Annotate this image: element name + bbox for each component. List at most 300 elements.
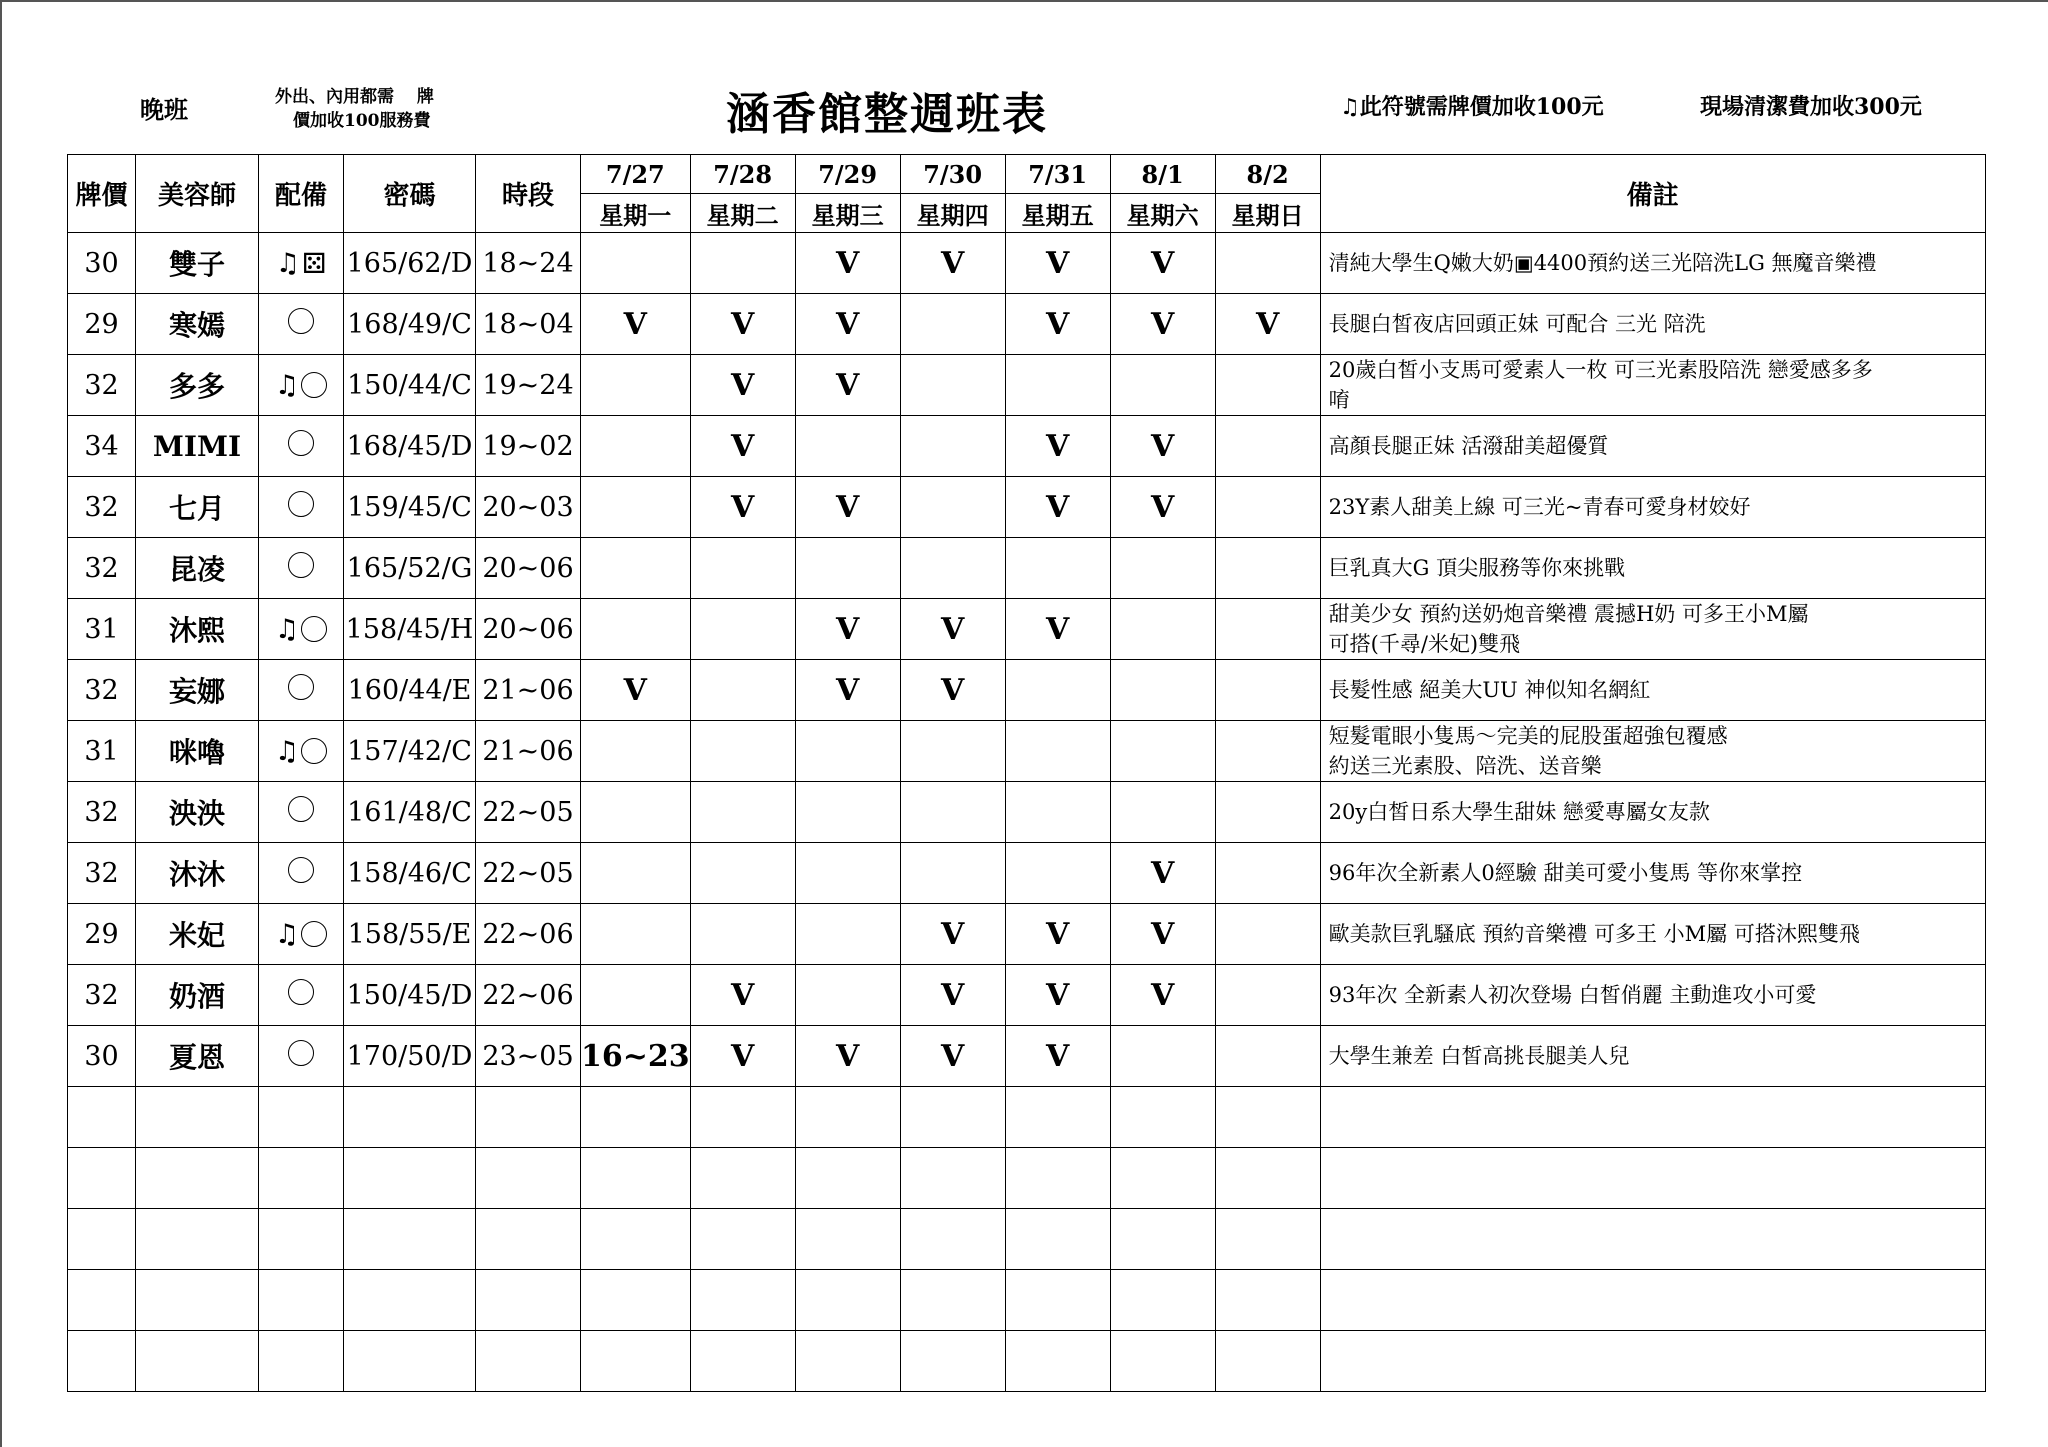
period-cell: 20~06 [476,538,581,599]
remarks-line: 短髮電眼小隻馬～完美的屁股蛋超強包覆感 [1328,724,1728,748]
day-mark-cell: V [795,1026,900,1087]
empty-cell [1005,1209,1110,1270]
empty-cell [1005,1148,1110,1209]
equip-cell [259,538,344,599]
table-row [68,355,1986,416]
day-mark-cell [1110,782,1215,843]
day-mark-cell: V [1005,477,1110,538]
beautician-name: 夏恩 [136,1026,259,1087]
period-cell: 18~24 [476,233,581,294]
remarks-line: 23Y素人甜美上線 可三光~青春可愛身材姣好 [1328,495,1751,519]
col-header-date: 7/30 [900,155,1005,194]
day-mark-cell: V [900,1026,1005,1087]
col-header-date: 7/27 [581,155,691,194]
day-mark-cell [1110,1026,1215,1087]
day-mark-cell: V [1215,294,1320,355]
equip-icons [288,1040,314,1066]
day-mark-cell [690,599,795,660]
empty-cell [344,1148,476,1209]
table-row [68,1026,1986,1087]
day-mark-cell [900,416,1005,477]
equip-icons [288,796,314,822]
price-cell: 31 [68,721,136,782]
col-header-date: 7/31 [1005,155,1110,194]
remarks-cell [1320,416,1985,477]
remarks-line: 高顏長腿正妹 活潑甜美超優質 [1328,434,1609,458]
day-mark-cell [1215,843,1320,904]
remarks-cell [1320,599,1985,660]
empty-cell [1110,1148,1215,1209]
beautician-name: 多多 [136,355,259,416]
empty-cell [581,1087,691,1148]
beautician-name: 昆凌 [136,538,259,599]
equip-icons [275,370,327,401]
empty-cell [795,1270,900,1331]
empty-cell [1215,1270,1320,1331]
equip-cell [259,1026,344,1087]
day-mark-cell [581,721,691,782]
circle-icon [288,308,314,334]
remarks-line: 歐美款巨乳騷底 預約音樂禮 可多王 小M屬 可搭沐熙雙飛 [1328,922,1860,946]
code-cell: 168/45/D [344,416,476,477]
day-mark-cell [690,538,795,599]
period-cell: 23~05 [476,1026,581,1087]
circle-icon [288,674,314,700]
day-mark-cell: V [795,660,900,721]
page-border-top [0,0,2048,2]
remarks-cell [1320,660,1985,721]
day-mark-cell: V [795,233,900,294]
beautician-name: 妄娜 [136,660,259,721]
empty-cell [259,1331,344,1392]
period-cell: 19~02 [476,416,581,477]
table-row [68,904,1986,965]
price-cell: 30 [68,233,136,294]
period-cell: 20~03 [476,477,581,538]
empty-cell [1215,1331,1320,1392]
col-header-date: 8/2 [1215,155,1320,194]
price-cell: 32 [68,965,136,1026]
empty-row [68,1087,1986,1148]
code-cell: 161/48/C [344,782,476,843]
col-header-weekday: 星期二 [690,194,795,233]
code-cell: 165/62/D [344,233,476,294]
empty-cell [1005,1270,1110,1331]
table-row [68,477,1986,538]
day-mark-cell: V [795,477,900,538]
day-mark-cell: 16~23 [581,1026,691,1087]
col-header-weekday: 星期三 [795,194,900,233]
equip-cell [259,904,344,965]
circle-icon [288,430,314,456]
period-cell: 22~05 [476,782,581,843]
remarks-line: 20歲白皙小支馬可愛素人一枚 可三光素股陪洗 戀愛感多多 [1328,358,1873,382]
day-mark-cell: V [690,965,795,1026]
beautician-name: 泱泱 [136,782,259,843]
empty-cell [1215,1148,1320,1209]
day-mark-cell [1215,965,1320,1026]
day-mark-cell [690,721,795,782]
day-mark-cell: V [1005,965,1110,1026]
day-mark-cell [1110,355,1215,416]
code-cell: 158/46/C [344,843,476,904]
day-mark-cell [690,843,795,904]
remarks-line: 可搭(千尋/米妃)雙飛 [1328,632,1521,656]
day-mark-cell [1215,1026,1320,1087]
col-header-equip: 配備 [259,155,344,233]
period-cell: 22~06 [476,965,581,1026]
equip-cell [259,355,344,416]
code-cell: 170/50/D [344,1026,476,1087]
day-mark-cell [1215,904,1320,965]
music-note-icon: ♫ [274,369,300,401]
col-header-weekday: 星期六 [1110,194,1215,233]
day-mark-cell [795,721,900,782]
day-mark-cell [795,538,900,599]
empty-cell [1215,1087,1320,1148]
price-cell: 32 [68,477,136,538]
price-cell: 32 [68,782,136,843]
day-mark-cell [1215,233,1320,294]
period-cell: 18~04 [476,294,581,355]
remarks-cell [1320,965,1985,1026]
period-cell: 20~06 [476,599,581,660]
empty-cell [476,1087,581,1148]
day-mark-cell [1110,538,1215,599]
beautician-name: 奶酒 [136,965,259,1026]
empty-cell [581,1331,691,1392]
day-mark-cell: V [1005,233,1110,294]
circle-icon [288,857,314,883]
price-cell: 32 [68,843,136,904]
empty-cell [344,1087,476,1148]
day-mark-cell: V [1005,416,1110,477]
remarks-line: 大學生兼差 白皙高挑長腿美人兒 [1328,1044,1630,1068]
price-cell: 29 [68,904,136,965]
code-cell: 158/45/H [344,599,476,660]
day-mark-cell [900,843,1005,904]
empty-row [68,1209,1986,1270]
empty-cell [1110,1087,1215,1148]
day-mark-cell [1215,477,1320,538]
remarks-cell [1320,355,1985,416]
empty-cell [581,1209,691,1270]
remarks-cell [1320,294,1985,355]
day-mark-cell: V [900,904,1005,965]
col-header-date: 8/1 [1110,155,1215,194]
circle-icon [288,491,314,517]
remarks-cell [1320,477,1985,538]
remarks-line: 96年次全新素人0經驗 甜美可愛小隻馬 等你來掌控 [1328,861,1803,885]
empty-cell [690,1331,795,1392]
empty-cell [259,1148,344,1209]
empty-cell [581,1148,691,1209]
empty-cell [795,1209,900,1270]
col-header-period: 時段 [476,155,581,233]
day-mark-cell: V [690,477,795,538]
empty-cell [795,1331,900,1392]
service-fee-note-line1: 外出、內用都需 牌 [275,87,434,107]
equip-cell [259,660,344,721]
schedule-body [68,233,1986,1392]
day-mark-cell: V [1110,965,1215,1026]
day-mark-cell [1215,599,1320,660]
day-mark-cell: V [1110,843,1215,904]
table-row [68,660,1986,721]
day-mark-cell [1215,721,1320,782]
empty-cell [1005,1331,1110,1392]
day-mark-cell: V [1005,294,1110,355]
day-mark-cell [795,843,900,904]
code-cell: 157/42/C [344,721,476,782]
empty-cell [68,1148,136,1209]
circle-icon [288,552,314,578]
period-cell: 22~06 [476,904,581,965]
empty-cell [900,1270,1005,1331]
remarks-cell [1320,904,1985,965]
day-mark-cell [690,233,795,294]
beautician-name: 寒嫣 [136,294,259,355]
shift-label: 晚班 [140,95,188,124]
empty-cell [1320,1087,1985,1148]
price-cell: 30 [68,1026,136,1087]
page-border-left [0,0,2,1447]
table-row [68,599,1986,660]
col-header-price: 牌價 [68,155,136,233]
day-mark-cell [1215,416,1320,477]
code-cell: 168/49/C [344,294,476,355]
table-row [68,965,1986,1026]
cleaning-fee-note: 現場清潔費加收300元 [1700,94,1922,120]
col-header-weekday: 星期日 [1215,194,1320,233]
table-row [68,294,1986,355]
equip-cell [259,416,344,477]
day-mark-cell [581,233,691,294]
day-mark-cell [1005,660,1110,721]
empty-cell [581,1270,691,1331]
remarks-line: 20y白皙日系大學生甜妹 戀愛專屬女友款 [1328,800,1710,824]
equip-cell [259,843,344,904]
empty-cell [136,1148,259,1209]
col-header-date: 7/29 [795,155,900,194]
day-mark-cell [1005,355,1110,416]
day-mark-cell: V [1005,599,1110,660]
remarks-cell [1320,782,1985,843]
table-row [68,416,1986,477]
day-mark-cell [581,782,691,843]
col-header-beautician: 美容師 [136,155,259,233]
remarks-cell [1320,233,1985,294]
empty-cell [795,1087,900,1148]
empty-cell [344,1270,476,1331]
day-mark-cell [795,904,900,965]
day-mark-cell: V [1110,294,1215,355]
empty-cell [900,1087,1005,1148]
day-mark-cell [581,477,691,538]
day-mark-cell: V [690,355,795,416]
schedule-table [67,154,1986,1392]
empty-cell [690,1209,795,1270]
equip-cell [259,965,344,1026]
empty-cell [68,1331,136,1392]
equip-icons [275,736,327,767]
empty-cell [68,1270,136,1331]
day-mark-cell [581,904,691,965]
equip-cell [259,477,344,538]
col-header-weekday: 星期五 [1005,194,1110,233]
remarks-line: 甜美少女 預約送奶炮音樂禮 震撼H奶 可多王小M屬 [1328,602,1809,626]
empty-cell [259,1087,344,1148]
code-cell: 159/45/C [344,477,476,538]
day-mark-cell [900,721,1005,782]
circle-icon [288,979,314,1005]
day-mark-cell [1215,782,1320,843]
day-mark-cell [1005,843,1110,904]
empty-cell [1110,1331,1215,1392]
empty-cell [136,1209,259,1270]
equip-icons [288,308,314,334]
day-mark-cell: V [690,416,795,477]
service-fee-note-line2: 價加收100服務費 [293,111,431,131]
col-header-weekday: 星期一 [581,194,691,233]
day-mark-cell [1005,721,1110,782]
remarks-line: 巨乳真大G 頂尖服務等你來挑戰 [1328,556,1626,580]
remarks-cell [1320,843,1985,904]
equip-cell [259,782,344,843]
table-row [68,233,1986,294]
code-cell: 158/55/E [344,904,476,965]
empty-cell [1110,1209,1215,1270]
code-cell: 150/45/D [344,965,476,1026]
empty-cell [68,1087,136,1148]
day-mark-cell: V [690,294,795,355]
beautician-name: 咪嚕 [136,721,259,782]
dice-icon: ⚄ [301,246,327,280]
empty-cell [476,1331,581,1392]
empty-cell [1215,1209,1320,1270]
day-mark-cell: V [795,599,900,660]
empty-cell [259,1270,344,1331]
day-mark-cell [900,477,1005,538]
day-mark-cell: V [1110,477,1215,538]
empty-cell [344,1331,476,1392]
beautician-name: 沐沐 [136,843,259,904]
empty-cell [1320,1148,1985,1209]
code-cell: 165/52/G [344,538,476,599]
day-mark-cell [1215,660,1320,721]
day-mark-cell [795,782,900,843]
equip-cell [259,721,344,782]
music-note-icon: ♫ [275,247,300,279]
circle-icon [301,921,327,947]
day-mark-cell [581,965,691,1026]
period-cell: 22~05 [476,843,581,904]
beautician-name: MIMI [136,416,259,477]
empty-cell [259,1209,344,1270]
equip-cell [259,294,344,355]
circle-icon [301,372,327,398]
empty-row [68,1148,1986,1209]
remarks-cell [1320,1026,1985,1087]
day-mark-cell [795,965,900,1026]
day-mark-cell: V [900,660,1005,721]
day-mark-cell [581,538,691,599]
beautician-name: 七月 [136,477,259,538]
table-row [68,782,1986,843]
beautician-name: 沐熙 [136,599,259,660]
empty-cell [900,1209,1005,1270]
empty-cell [68,1209,136,1270]
day-mark-cell [581,843,691,904]
period-cell: 21~06 [476,721,581,782]
day-mark-cell [690,782,795,843]
empty-cell [900,1331,1005,1392]
empty-cell [795,1148,900,1209]
day-mark-cell: V [1005,1026,1110,1087]
day-mark-cell: V [1110,416,1215,477]
day-mark-cell [900,538,1005,599]
day-mark-cell: V [1110,233,1215,294]
circle-icon [288,796,314,822]
day-mark-cell: V [690,1026,795,1087]
day-mark-cell [1110,660,1215,721]
day-mark-cell: V [1110,904,1215,965]
day-mark-cell: V [900,599,1005,660]
table-row [68,843,1986,904]
day-mark-cell: V [795,355,900,416]
remarks-cell [1320,721,1985,782]
col-header-code: 密碼 [344,155,476,233]
price-cell: 32 [68,355,136,416]
equip-icons [275,614,327,645]
equip-icons [288,552,314,578]
day-mark-cell [1110,721,1215,782]
day-mark-cell [1215,538,1320,599]
empty-cell [136,1331,259,1392]
empty-cell [1320,1270,1985,1331]
remarks-line: 唷 [1328,388,1350,412]
day-mark-cell [1005,538,1110,599]
empty-cell [690,1148,795,1209]
empty-cell [1320,1209,1985,1270]
remarks-line: 長髮性感 絕美大UU 神似知名網紅 [1328,678,1651,702]
day-mark-cell [1005,782,1110,843]
day-mark-cell: V [581,294,691,355]
equip-icons [288,857,314,883]
table-row [68,721,1986,782]
day-mark-cell [581,355,691,416]
equip-icons [276,247,327,280]
table-row [68,538,1986,599]
remarks-cell [1320,538,1985,599]
code-cell: 160/44/E [344,660,476,721]
circle-icon [301,616,327,642]
col-header-weekday: 星期四 [900,194,1005,233]
code-cell: 150/44/C [344,355,476,416]
price-cell: 29 [68,294,136,355]
empty-row [68,1331,1986,1392]
day-mark-cell [795,416,900,477]
empty-cell [476,1209,581,1270]
day-mark-cell: V [795,294,900,355]
day-mark-cell [690,660,795,721]
price-cell: 32 [68,660,136,721]
day-mark-cell: V [581,660,691,721]
page-title: 涵香館整週班表 [726,89,1048,140]
day-mark-cell [581,599,691,660]
equip-icons [275,919,327,950]
remarks-line: 93年次 全新素人初次登場 白皙俏麗 主動進攻小可愛 [1328,983,1817,1007]
